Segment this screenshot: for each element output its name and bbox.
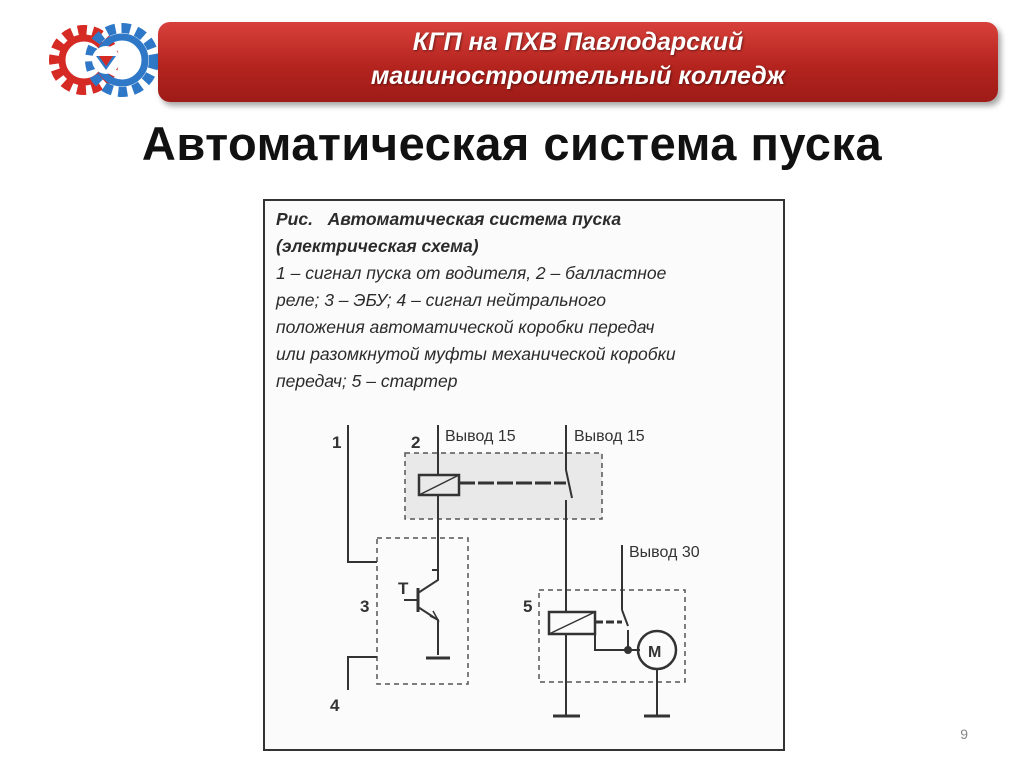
terminal15b-label: Вывод 15	[574, 428, 645, 445]
caption-subtitle: (электрическая схема)	[276, 236, 479, 256]
label-3: 3	[360, 597, 370, 616]
page-number: 9	[960, 726, 968, 742]
transistor-label: Т	[398, 579, 409, 598]
caption-line: 1 – сигнал пуска от водителя, 2 – балластное	[276, 263, 667, 283]
caption-line: передач; 5 – стартер	[276, 371, 458, 391]
label-5: 5	[523, 597, 533, 616]
ballast-relay-box	[405, 453, 602, 519]
label-2: 2	[411, 433, 421, 452]
label-4: 4	[330, 696, 340, 715]
caption-line: реле; 3 – ЭБУ; 4 – сигнал нейтрального	[276, 290, 607, 310]
motor-label: М	[648, 644, 662, 661]
caption-title: Автоматическая система пуска	[327, 209, 622, 229]
caption-line: положения автоматической коробки передач	[276, 317, 655, 337]
caption-prefix: Рис.	[276, 209, 313, 229]
terminal30-label: Вывод 30	[629, 544, 700, 561]
college-name-line2: машиностроительный колледж	[370, 62, 786, 90]
signal1-wire	[348, 425, 377, 562]
label-1: 1	[332, 433, 342, 452]
caption-line: или разомкнутой муфты механической коробки	[276, 344, 676, 364]
terminal15a-label: Вывод 15	[445, 428, 516, 445]
slide-title: Автоматическая система пуска	[141, 117, 883, 170]
signal4-wire	[348, 657, 377, 690]
college-name-line1: КГП на ПХВ Павлодарский	[412, 28, 744, 56]
